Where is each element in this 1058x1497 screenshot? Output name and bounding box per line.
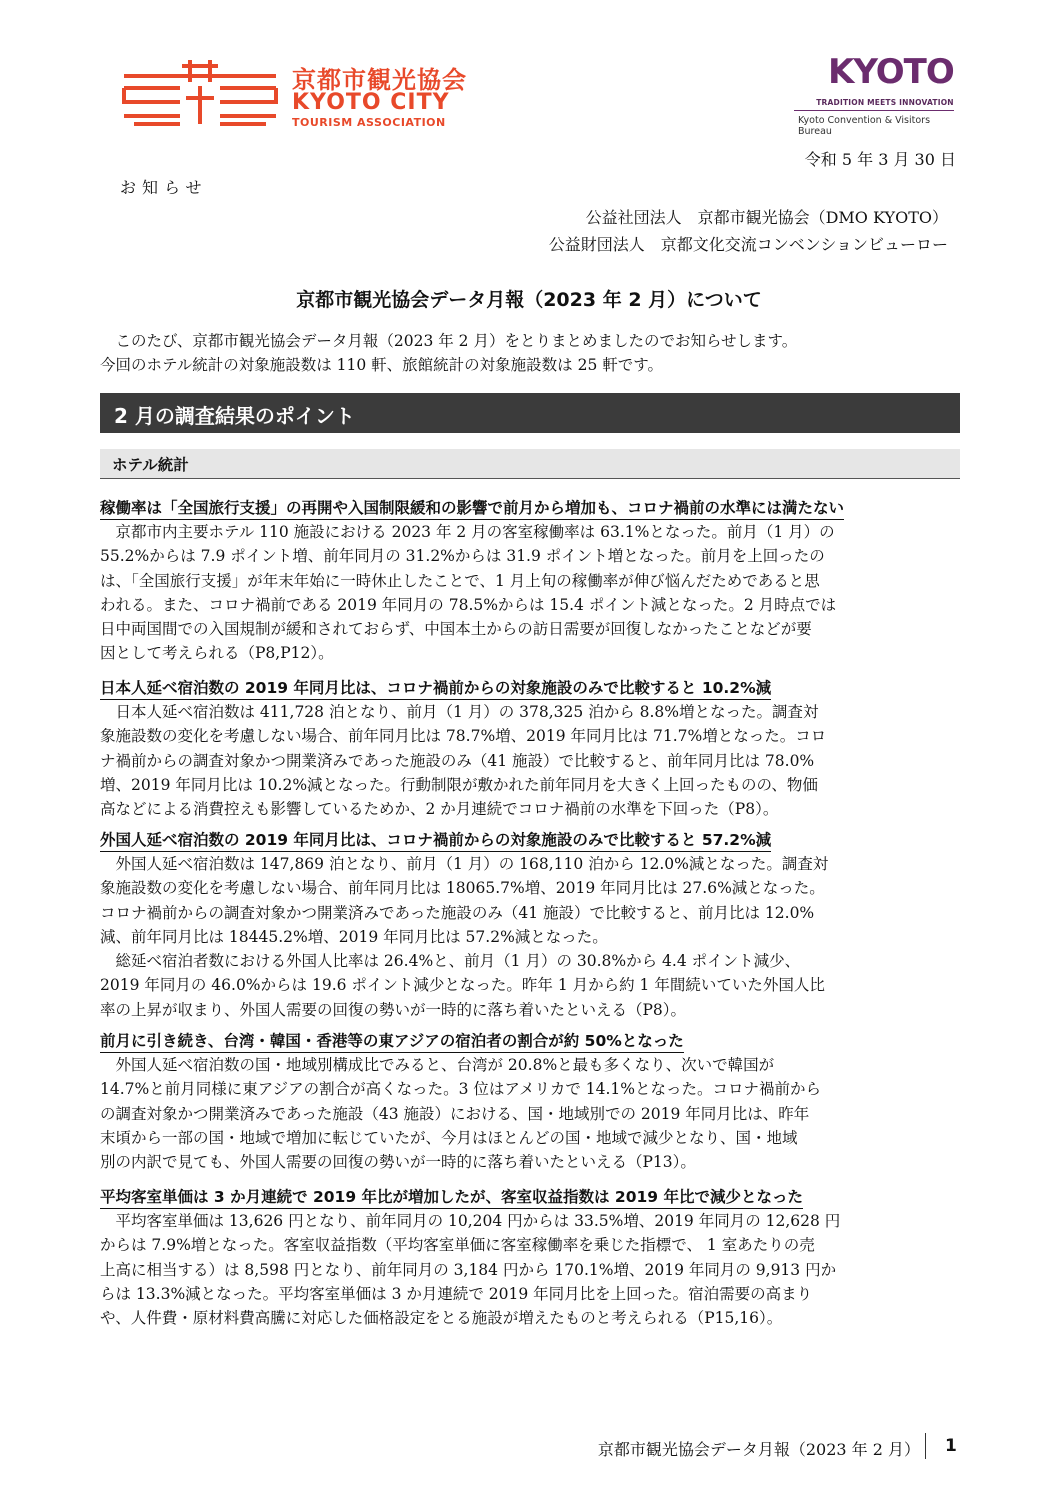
organization-2: 公益財団法人 京都文化交流コンベンションビューロー [548, 235, 948, 254]
logo-tagline: TRADITION MEETS INNOVATION [816, 98, 954, 107]
footer-divider [925, 1433, 926, 1459]
topic-east-asia-share [100, 1030, 960, 1174]
body-line: 総延べ宿泊者数における外国人比率は 26.4%と、前月（1 月）の 30.8%から 4.4 ポイント減少、 [100, 952, 801, 971]
subsection-title: ホテル統計 [112, 456, 189, 474]
page-number: 1 [945, 1436, 957, 1456]
topic-body [100, 852, 960, 1022]
body-line: 2019 年同月の 46.0%からは 19.6 ポイント減少となった。昨年 1 月から約 1 年間続いていた外国人比 [100, 976, 825, 995]
body-line: からは 7.9%増となった。客室収益指数（平均客室単価に客室稼働率を乗じた指標で、 1 室あたりの売 [100, 1236, 815, 1255]
footer-report-name: 京都市観光協会データ月報（2023 年 2 月） [597, 1440, 920, 1459]
kyoto-wordmark: KYOTO [828, 52, 954, 92]
topic-heading: 稼働率は「全国旅行支援」の再開や入国制限緩和の影響で前月から増加も、コロナ禍前の水準には満たない [100, 497, 844, 520]
topic-heading: 平均客室単価は 3 か月連続で 2019 年比が増加したが、客室収益指数は 2019 年比で減少となった [100, 1186, 803, 1209]
intro-line: このたび、京都市観光協会データ月報（2023 年 2 月）をとりまとめましたのでお知らせします。 [100, 332, 798, 350]
section-header [100, 393, 960, 433]
body-line: 増、2019 年同月比は 10.2%減となった。行動制限が敷かれた前年同月を大きく上回ったものの、物価 [100, 775, 818, 794]
body-line: コロナ禍前からの調査対象かつ開業済みであった施設のみ（41 施設）で比較すると、前月比は 12.0% [100, 903, 815, 922]
section-title: 2 月の調査結果のポイント [114, 404, 355, 428]
body-line: 象施設数の変化を考慮しない場合、前年同月比は 18065.7%増、2019 年同月比は 27.6%減となった。 [100, 879, 825, 898]
notice-label: お知らせ [120, 178, 208, 197]
issue-date: 令和 5 年 3 月 30 日 [804, 150, 956, 169]
body-line: や、人件費・原材料費高騰に対応した価格設定をとる施設が増えたものと考えられる（P15,16）。 [100, 1309, 783, 1328]
topic-body [100, 700, 960, 821]
body-line: 象施設数の変化を考慮しない場合、前年同月比は 78.7%増、2019 年同月比は 71.7%増となった。コロ [100, 727, 827, 746]
body-line: 末頃から一部の国・地域で増加に転じていたが、今月はほとんどの国・地域で減少となり、国・地域 [100, 1128, 798, 1147]
body-line: 上高に相当する）は 8,598 円となり、前年同月の 3,184 円から 170.1%増、2019 年同月の 9,913 円か [100, 1260, 837, 1279]
body-line: 別の内訳で見ても、外国人需要の回復の勢いが一時的に落ち着いたといえる（P13）。 [100, 1153, 696, 1172]
topic-japanese-guests [100, 677, 960, 821]
subsection-header [100, 449, 960, 479]
body-line: 日中両国間での入国規制が緩和されておらず、中国本土からの訪日需要が回復しなかったことなどが要 [100, 620, 812, 639]
body-line: は、「全国旅行支援」が年末年始に一時休止したことで、1 月上旬の稼働率が伸び悩んだためであると思 [100, 571, 820, 590]
body-line: の調査対象かつ開業済みであった施設（43 施設）における、国・地域別での 2019 年同月比は、昨年 [100, 1104, 810, 1123]
organization-1: 公益社団法人 京都市観光協会（DMO KYOTO） [585, 208, 948, 227]
logo-name-en-line2: TOURISM ASSOCIATION [292, 116, 446, 129]
topic-body [100, 1053, 960, 1174]
body-line: 平均客室単価は 13,626 円となり、前年同月の 10,204 円からは 33.5%増、2019 年同月の 12,628 円 [100, 1212, 841, 1230]
body-line: 外国人延べ宿泊数の国・地域別構成比でみると、台湾が 20.8%と最も多くなり、次いで韓国が [100, 1056, 775, 1074]
association-emblem-icon [120, 58, 280, 128]
body-line: 減、前年同月比は 18445.2%増、2019 年同月比は 57.2%減となった。 [100, 927, 608, 946]
topic-heading: 日本人延べ宿泊数の 2019 年同月比は、コロナ禍前からの対象施設のみで比較すると 10.2%減 [100, 677, 771, 700]
intro-paragraph [100, 329, 960, 377]
kyoto-city-tourism-association-logo [120, 58, 480, 128]
body-line: 因として考えられる（P8,P12）。 [100, 644, 334, 663]
topic-occupancy [100, 497, 960, 666]
body-line: 率の上昇が収まり、外国人需要の回復の勢いが一時的に落ち着いたといえる（P8）。 [100, 1000, 687, 1019]
intro-line: 今回のホテル統計の対象施設数は 110 軒、旅館統計の対象施設数は 25 軒です。 [100, 356, 664, 374]
topic-heading: 外国人延べ宿泊数の 2019 年同月比は、コロナ禍前からの対象施設のみで比較すると 57.2%減 [100, 829, 771, 852]
logo-name-jp: 京都市観光協会 [292, 66, 467, 94]
logo-name-en-line1: KYOTO CITY [292, 90, 450, 115]
topic-body [100, 520, 960, 666]
body-line: ナ禍前からの調査対象かつ開業済みであった施設のみ（41 施設）で比較すると、前年同月比は 78.0% [100, 751, 815, 770]
body-line: われる。また、コロナ禍前である 2019 年同月の 78.5%からは 15.4 ポイント減となった。2 月時点では [100, 595, 837, 614]
body-line: 高などによる消費控えも影響しているためか、2 か月連続でコロナ禍前の水準を下回った（P8）。 [100, 800, 779, 819]
body-line: らは 13.3%減となった。平均客室単価は 3 か月連続で 2019 年同月比を上回った。宿泊需要の高まり [100, 1284, 813, 1303]
topic-body [100, 1209, 960, 1330]
topic-foreign-guests [100, 829, 960, 1022]
document-title: 京都市観光協会データ月報（2023 年 2 月）について [296, 289, 762, 311]
body-line: 京都市内主要ホテル 110 施設における 2023 年 2 月の客室稼働率は 63.1%となった。前月（1 月）の [100, 523, 835, 541]
body-line: 14.7%と前月同様に東アジアの割合が高くなった。3 位はアメリカで 14.1%となった。コロナ禍前から [100, 1080, 821, 1099]
body-line: 日本人延べ宿泊数は 411,728 泊となり、前月（1 月）の 378,325 泊から 8.8%増となった。調査対 [100, 703, 819, 721]
body-line: 55.2%からは 7.9 ポイント増、前年同月の 31.2%からは 31.9 ポイント増となった。前月を上回ったの [100, 547, 825, 566]
topic-room-rate [100, 1186, 960, 1330]
kyoto-convention-bureau-logo [790, 52, 955, 137]
logo-bureau-name: Kyoto Convention & Visitors Bureau [798, 115, 931, 137]
body-line: 外国人延べ宿泊数は 147,869 泊となり、前月（1 月）の 168,110 泊から 12.0%減となった。調査対 [100, 855, 829, 873]
logo-divider [794, 110, 954, 111]
topic-heading: 前月に引き続き、台湾・韓国・香港等の東アジアの宿泊者の割合が約 50%となった [100, 1030, 684, 1053]
